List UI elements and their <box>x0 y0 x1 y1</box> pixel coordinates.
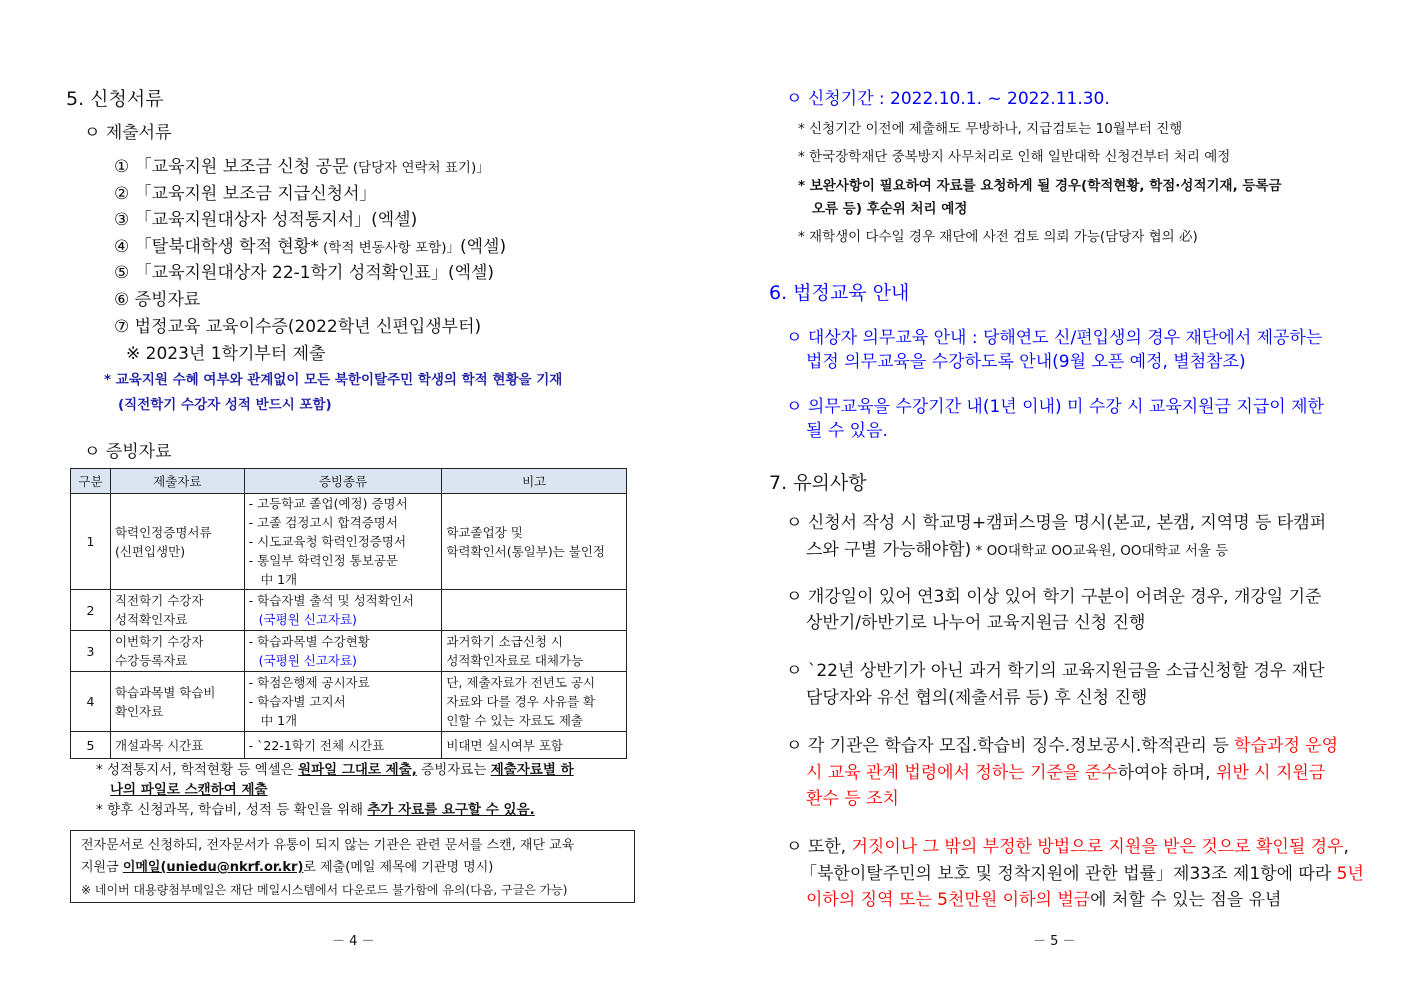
row-number: 1 <box>71 494 111 590</box>
evidence-heading: ㅇ 증빙자료 <box>84 442 172 462</box>
proof-cell: - 학점은행제 공시자료 - 학습자별 고지서 中 1개 <box>244 672 442 732</box>
doc-item-1: ① 「교육지원 보조금 신청 공문 (담당자 연락처 표기)」 <box>114 157 490 177</box>
page-number: － 4 － <box>332 934 375 949</box>
table-row <box>71 672 627 732</box>
period-note-bold-1: * 보완사항이 필요하여 자료를 요청하게 될 경우(학적현황, 학점·성적기재, 등록금 <box>798 178 1282 194</box>
table-row <box>71 631 627 672</box>
remark-cell: 과거학기 소급신청 시 성적확인자료로 대체가능 <box>442 631 627 672</box>
s7-para2-line1: ㅇ 개강일이 있어 연3회 이상 있어 학기 구분이 어려운 경우, 개강일 기준 <box>786 587 1322 607</box>
table-row <box>71 590 627 631</box>
s7-para5-line3: 이하의 징역 또는 5천만원 이하의 벌금에 처할 수 있는 점을 유념 <box>806 890 1282 910</box>
submit-doc-cell: 이번학기 수강자 수강등록자료 <box>110 631 244 672</box>
table-header-row <box>71 469 627 494</box>
star-note-line2: (직전학기 수강자 성적 반드시 포함) <box>118 397 332 413</box>
table-header-cell: 구분 <box>71 469 111 494</box>
remark-cell <box>442 590 627 631</box>
s6-para2-line2: 될 수 있음. <box>806 421 888 441</box>
s7-para4-line2: 시 교육 관계 법령에서 정하는 기준을 준수하여야 하며, 위반 시 지원금 <box>806 763 1326 783</box>
after-note-1-cont: 나의 파일로 스캔하여 제출 <box>110 782 268 798</box>
doc-item-2: ② 「교육지원 보조금 지급신청서」 <box>114 184 377 204</box>
submit-doc-cell: 직전학기 수강자 성적확인자료 <box>110 590 244 631</box>
email-link[interactable]: 이메일(uniedu@nkrf.or.kr) <box>122 860 304 875</box>
row-number: 5 <box>71 732 111 759</box>
star-note-line1: * 교육지원 수혜 여부와 관계없이 모든 북한이탈주민 학생의 학적 현황을 기재 <box>104 372 563 388</box>
doc-item-7: ⑦ 법정교육 교육이수증(2022학년 신편입생부터) <box>114 317 482 337</box>
s7-para4-line1: ㅇ 각 기관은 학습자 모집.학습비 징수.정보공시.학적관리 등 학습과정 운영 <box>786 736 1339 756</box>
table-row <box>71 494 627 590</box>
left-page <box>0 0 700 992</box>
section5-title: 5. 신청서류 <box>66 88 164 110</box>
proof-cell: - 고등학교 졸업(예정) 증명서 - 고졸 검정고시 합격증명서 - 시도교육청 학력인정증명서 - 통일부 학력인정 통보공문 中 1개 <box>244 494 442 590</box>
row-number: 4 <box>71 672 111 732</box>
doc-item-6: ⑥ 증빙자료 <box>114 290 201 310</box>
email-notice-box: 전자문서로 신청하되, 전자문서가 유통이 되지 않는 기관은 관련 문서를 스캔, 재단 교육 지원금 이메일(uniedu@nkrf.or.kr)로 제출(메일 제목에 기관명 명시) ※ 네이버 대용량첨부메일은 재단 메일시스템에서 다운로드 불가함에 유의(다음, 구글은 가능) <box>70 830 635 903</box>
s7-para4-line3: 환수 등 조치 <box>806 789 899 809</box>
submit-doc-cell: 개설과목 시간표 <box>110 732 244 759</box>
period-note-bold-2: 오류 등) 후순위 처리 예정 <box>812 201 968 217</box>
s7-para3-line1: ㅇ `22년 상반기가 아닌 과거 학기의 교육지원금을 소급신청할 경우 재단 <box>786 661 1325 681</box>
doc-item-7-note: ※ 2023년 1학기부터 제출 <box>126 344 326 364</box>
s7-para1-line1: ㅇ 신청서 작성 시 학교명+캠퍼스명을 명시(본교, 본캠, 지역명 등 타캠퍼 <box>786 513 1327 533</box>
table-row <box>71 732 627 759</box>
section7-title: 7. 유의사항 <box>769 472 867 494</box>
submit-doc-cell: 학습과목별 학습비 확인자료 <box>110 672 244 732</box>
right-page <box>700 0 1403 992</box>
s7-para1-line2: 스와 구별 가능해야함) * OO대학교 OO교육원, OO대학교 서울 등 <box>806 540 1229 560</box>
after-note-1: * 성적통지서, 학적현황 등 엑셀은 원파일 그대로 제출, 증빙자료는 제출자료별 하 <box>96 762 574 778</box>
section6-title: 6. 법정교육 안내 <box>769 282 910 304</box>
doc-item-3: ③ 「교육지원대상자 성적통지서」(엑셀) <box>114 210 418 230</box>
s6-para1-line2: 법정 의무교육을 수강하도록 안내(9월 오픈 예정, 별첨참조) <box>806 352 1246 372</box>
submit-docs-heading: ㅇ 제출서류 <box>84 123 172 143</box>
table-header-cell: 비고 <box>442 469 627 494</box>
page-number: － 5 － <box>1033 934 1076 949</box>
row-number: 3 <box>71 631 111 672</box>
doc-item-5: ⑤ 「교육지원대상자 22-1학기 성적확인표」(엑셀) <box>114 263 495 283</box>
application-period: ㅇ 신청기간 : 2022.10.1. ~ 2022.11.30. <box>786 89 1110 109</box>
remark-cell: 단, 제출자료가 전년도 공시 자료와 다를 경우 사유를 확 인할 수 있는 자료도 제출 <box>442 672 627 732</box>
s7-para5-line2: 「북한이탈주민의 보호 및 정착지원에 관한 법률」제33조 제1항에 따라 5년 <box>800 864 1364 884</box>
period-note-3: * 재학생이 다수일 경우 재단에 사전 검토 의뢰 가능(담당자 협의 必) <box>798 229 1198 245</box>
table-header-cell: 제출자료 <box>110 469 244 494</box>
after-note-2: * 향후 신청과목, 학습비, 성적 등 확인을 위해 추가 자료를 요구할 수 있음. <box>96 802 535 818</box>
submit-doc-cell: 학력인정증명서류 (신편입생만) <box>110 494 244 590</box>
evidence-table <box>70 468 627 759</box>
remark-cell: 학교졸업장 및 학력확인서(통일부)는 불인정 <box>442 494 627 590</box>
s7-para3-line2: 담당자와 유선 협의(제출서류 등) 후 신청 진행 <box>806 688 1148 708</box>
table-header-cell: 증빙종류 <box>244 469 442 494</box>
proof-cell: - 학습과목별 수강현황 (국평원 신고자료) <box>244 631 442 672</box>
s7-para2-line2: 상반기/하반기로 나누어 교육지원금 신청 진행 <box>806 613 1146 633</box>
proof-cell: - 학습자별 출석 및 성적확인서 (국평원 신고자료) <box>244 590 442 631</box>
s7-para5-line1: ㅇ 또한, 거짓이나 그 밖의 부정한 방법으로 지원을 받은 것으로 확인될 경우, <box>786 837 1349 857</box>
doc-item-4: ④ 「탈북대학생 학적 현황* (학적 변동사항 포함)」(엑셀) <box>114 237 507 257</box>
period-note-1: * 신청기간 이전에 제출해도 무방하나, 지급검토는 10월부터 진행 <box>798 121 1183 137</box>
s6-para2-line1: ㅇ 의무교육을 수강기간 내(1년 이내) 미 수강 시 교육지원금 지급이 제한 <box>786 397 1324 417</box>
s6-para1-line1: ㅇ 대상자 의무교육 안내 : 당해연도 신/편입생의 경우 재단에서 제공하는 <box>786 328 1323 348</box>
row-number: 2 <box>71 590 111 631</box>
period-note-2: * 한국장학재단 중복방지 사무처리로 인해 일반대학 신청건부터 처리 예정 <box>798 149 1231 165</box>
remark-cell: 비대면 실시여부 포함 <box>442 732 627 759</box>
proof-cell: - `22-1학기 전체 시간표 <box>244 732 442 759</box>
